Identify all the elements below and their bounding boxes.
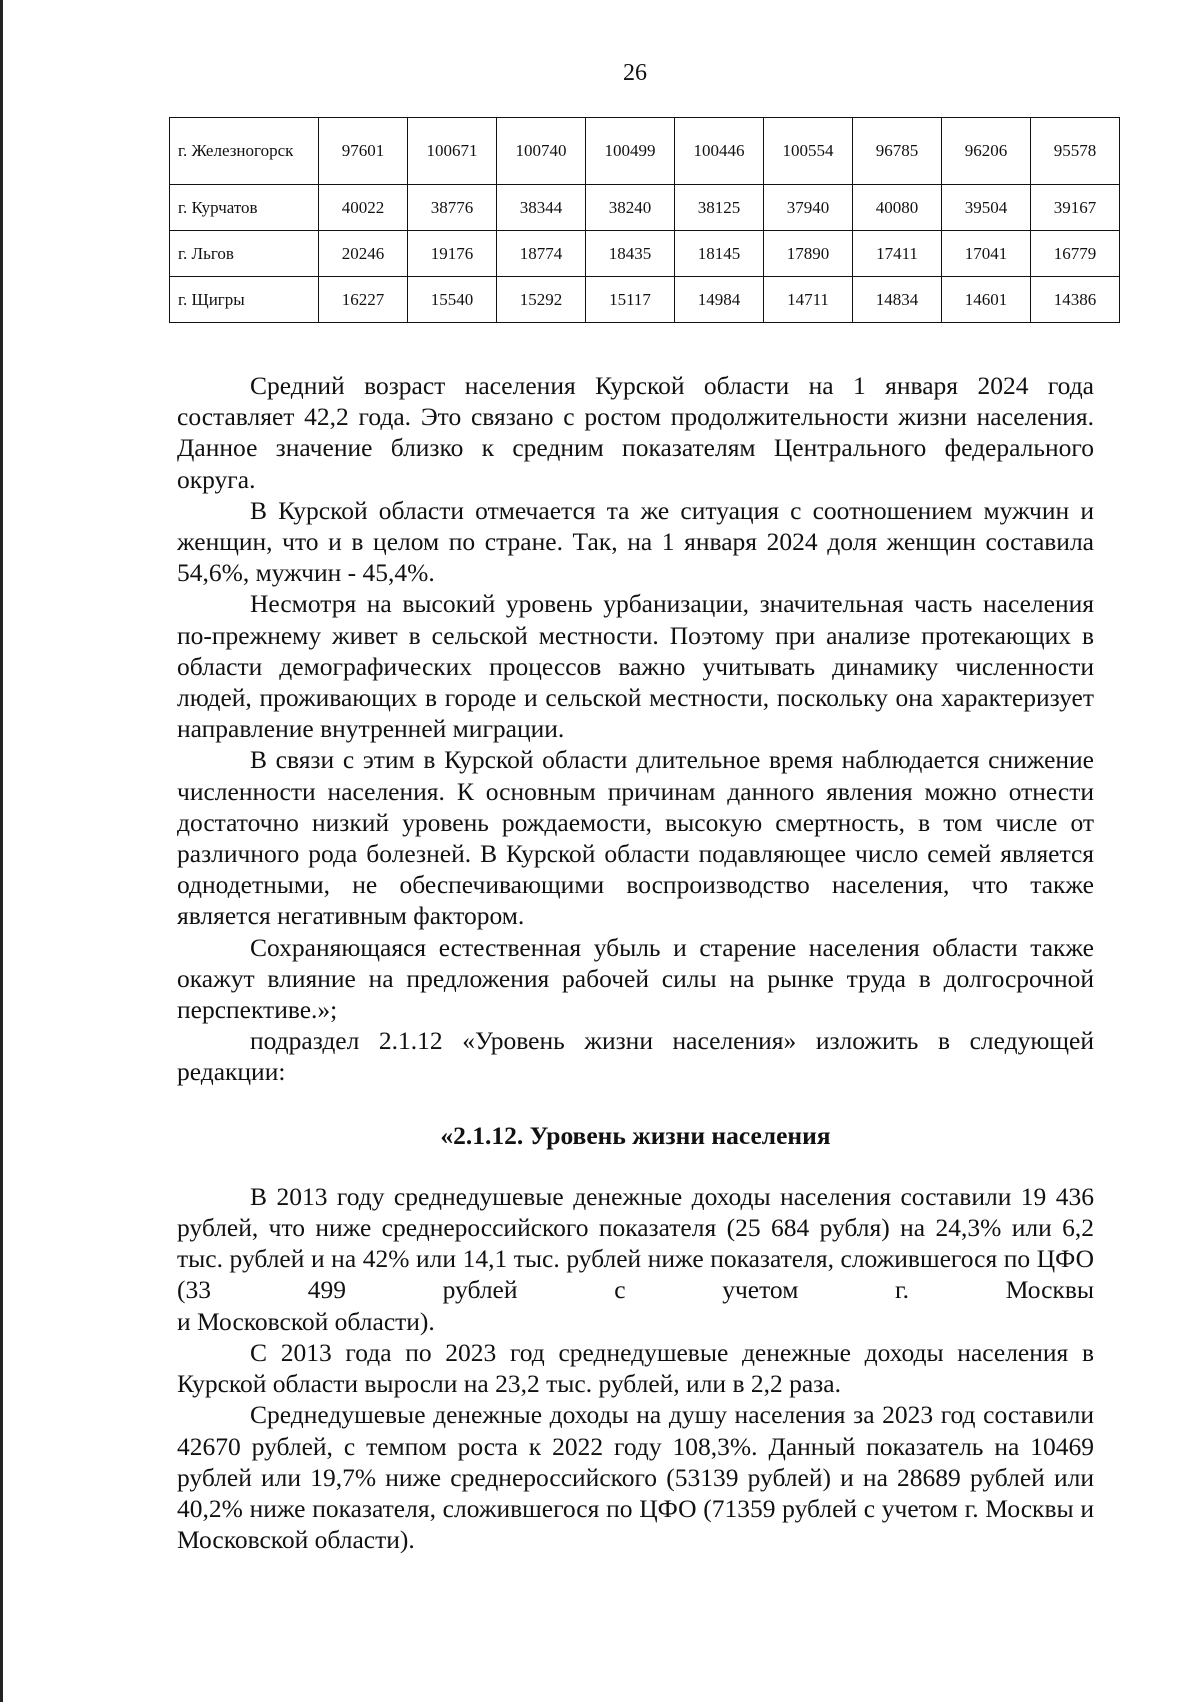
paragraph: Средний возраст населения Курской области на 1 января 2024 года составляет 42,2 года. Это связано с ростом продолжительности жизни населения. Данное значение близко к средним показателям Центрального федерального округа. xyxy=(177,371,1094,494)
value-cell: 100740 xyxy=(497,118,586,185)
value-cell: 14834 xyxy=(853,277,942,323)
value-cell: 40080 xyxy=(853,185,942,231)
table-row xyxy=(170,231,1120,277)
value-cell: 18435 xyxy=(586,231,675,277)
value-cell: 37940 xyxy=(764,185,853,231)
value-cell: 100554 xyxy=(764,118,853,185)
value-cell: 38776 xyxy=(408,185,497,231)
value-cell: 18145 xyxy=(675,231,764,277)
city-cell: г. Железногорск xyxy=(170,118,319,185)
paragraph: Среднедушевые денежные доходы на душу населения за 2023 год составили 42670 рублей, с темпом роста к 2022 году 108,3%. Данный показатель на 10469 рублей или 19,7% ниже среднероссийского (53139 рублей) и на 28689 рублей или 40,2% ниже показателя, сложившегося по ЦФО (71359 рублей с учетом г. Москвы и Московской области). xyxy=(177,1400,1094,1555)
value-cell: 95578 xyxy=(1031,118,1120,185)
value-cell: 19176 xyxy=(408,231,497,277)
value-cell: 39504 xyxy=(942,185,1031,231)
value-cell: 16779 xyxy=(1031,231,1120,277)
value-cell: 20246 xyxy=(319,231,408,277)
value-cell: 15117 xyxy=(586,277,675,323)
value-cell: 14601 xyxy=(942,277,1031,323)
paragraph: В Курской области отмечается та же ситуация с соотношением мужчин и женщин, что и в целом по стране. Так, на 1 января 2024 доля женщин составила 54,6%, мужчин - 45,4%. xyxy=(177,495,1094,588)
page-number: 26 xyxy=(623,60,647,86)
value-cell: 38240 xyxy=(586,185,675,231)
value-cell: 38344 xyxy=(497,185,586,231)
value-cell: 18774 xyxy=(497,231,586,277)
body-text xyxy=(177,370,1094,1555)
paragraph: В 2013 году среднедушевые денежные доходы населения составили 19 436 рублей, что ниже среднероссийского показателя (25 684 рубля) на 24,3% или 6,2 тыс. рублей и на 42% или 14,1 тыс. рублей ниже показателя, сложившегося по ЦФО (33 499 рублей с учетом г. Москвы xyxy=(177,1181,1094,1305)
value-cell: 97601 xyxy=(319,118,408,185)
paragraph: С 2013 года по 2023 год среднедушевые денежные доходы населения в Курской области выросли на 23,2 тыс. рублей, или в 2,2 раза. xyxy=(177,1337,1094,1399)
value-cell: 14711 xyxy=(764,277,853,323)
value-cell: 17041 xyxy=(942,231,1031,277)
value-cell: 100671 xyxy=(408,118,497,185)
value-cell: 38125 xyxy=(675,185,764,231)
city-cell: г. Курчатов xyxy=(170,185,319,231)
value-cell: 15292 xyxy=(497,277,586,323)
value-cell: 17411 xyxy=(853,231,942,277)
table-row xyxy=(170,118,1120,185)
paragraph: Сохраняющаяся естественная убыль и старение населения области также окажут влияние на предложения рабочей силы на рынке труда в долгосрочной перспективе.»; xyxy=(177,932,1094,1025)
value-cell: 100446 xyxy=(675,118,764,185)
value-cell: 100499 xyxy=(586,118,675,185)
value-cell: 15540 xyxy=(408,277,497,323)
value-cell: 96785 xyxy=(853,118,942,185)
value-cell: 39167 xyxy=(1031,185,1120,231)
paragraph: Несмотря на высокий уровень урбанизации, значительная часть населения по-прежнему живет в сельской местности. Поэтому при анализе протекающих в области демографических процессов важно учитывать динамику численности людей, проживающих в городе и сельской местности, поскольку она характеризует направление внутренней миграции. xyxy=(177,589,1094,744)
population-table xyxy=(169,117,1120,323)
value-cell: 16227 xyxy=(319,277,408,323)
city-cell: г. Щигры xyxy=(170,277,319,323)
paragraph: В связи с этим в Курской области длительное время наблюдается снижение численности населения. К основным причинам данного явления можно отнести достаточно низкий уровень рождаемости, высокую смертность, в том числе от различного рода болезней. В Курской области подавляющее число семей является однодетными, не обеспечивающими воспроизводство населения, что также является негативным фактором. xyxy=(177,745,1094,931)
value-cell: 17890 xyxy=(764,231,853,277)
table-row xyxy=(170,277,1120,323)
paragraph-continuation: и Московской области). xyxy=(177,1306,435,1336)
value-cell: 14984 xyxy=(675,277,764,323)
value-cell: 14386 xyxy=(1031,277,1120,323)
city-cell: г. Льгов xyxy=(170,231,319,277)
table-row xyxy=(170,185,1120,231)
section-title: «2.1.12. Уровень жизни населения xyxy=(440,1120,831,1150)
paragraph: подраздел 2.1.12 «Уровень жизни населения» изложить в следующей редакции: xyxy=(177,1026,1094,1087)
value-cell: 40022 xyxy=(319,185,408,231)
scan-edge xyxy=(0,0,3,1702)
value-cell: 96206 xyxy=(942,118,1031,185)
